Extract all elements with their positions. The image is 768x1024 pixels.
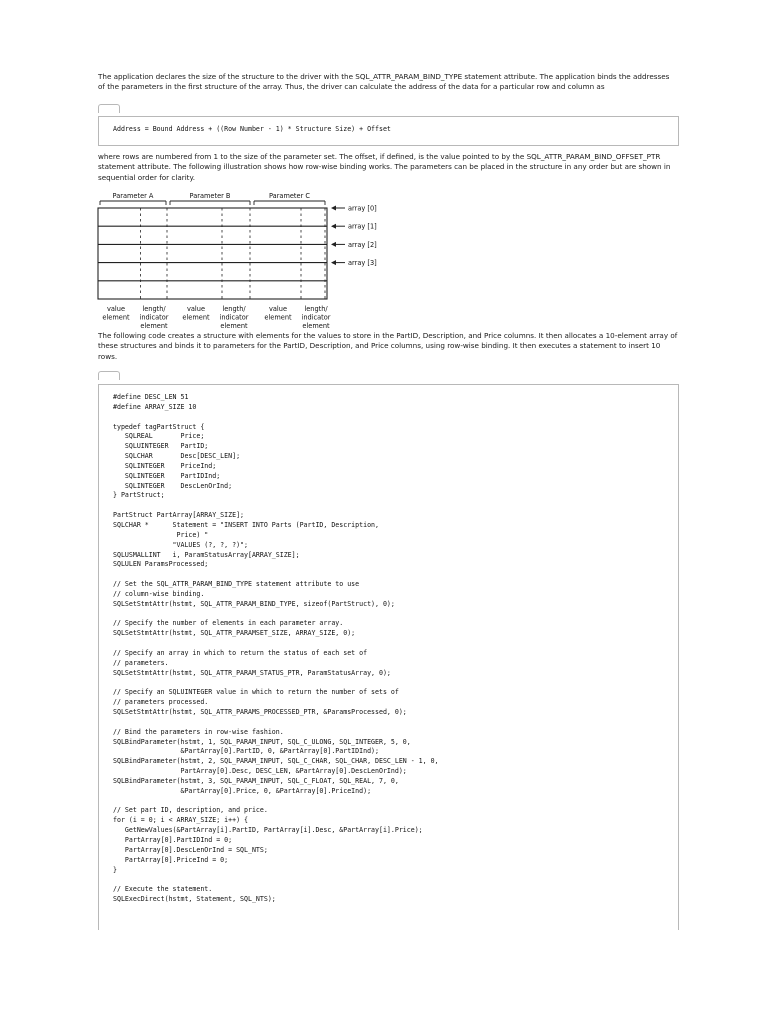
element-caption: indicator [219, 313, 249, 322]
element-caption: element [302, 321, 330, 328]
example-code: #define DESC_LEN 51 #define ARRAY_SIZE 10 typedef tagPartStruct { SQLREAL Price; SQLUINTEGER PartID; SQLCHAR Desc[DESC_LEN]; SQLINTEGER PriceInd; SQLINTEGER PartIDInd; SQLINTEGER DescLenOrInd; } PartStruct; PartStruct PartArray[ARRAY_SIZE]; SQLCHAR * Statement = "INSERT INTO Parts (PartID, Description, Price) " "VALUES (?, ?, ?)"; SQLUSMALLINT i, ParamStatusArray[ARRAY_SIZE]; SQLULEN ParamsProcessed; // Set the SQL_ATTR_PARAM_BIND_TYPE statement attribute to use // column-wise binding. SQLSetStmtAttr(hstmt, SQL_ATTR_PARAM_BIND_TYPE, sizeof(PartStruct), 0); // Specify the number of elements in each parameter array. SQLSetStmtAttr(hstmt, SQL_ATTR_PARAMSET_SIZE, ARRAY_SIZE, 0); // Specify an array in which to return the status of each set of // parameters. SQLSetStmtAttr(hstmt, SQL_ATTR_PARAM_STATUS_PTR, ParamStatusArray, 0); // Specify an SQLUINTEGER value in which to return the number of sets of // parameters processed. SQLSetStmtAttr(hstmt, SQL_ATTR_PARAMS_PROCESSED_PTR, &ParamsProcessed, 0); // Bind the parameters in row-wise fashion. SQLBindParameter(hstmt, 1, SQL_PARAM_INPUT, SQL_C_ULONG, SQL_INTEGER, 5, 0, &PartArray[0].PartID, 0, &PartArray[0].PartIDInd); SQLBindParameter(hstmt, 2, SQL_PARAM_INPUT, SQL_C_CHAR, SQL_CHAR, DESC_LEN - 1, 0, PartArray[0].Desc, DESC_LEN, &PartArray[0].DescLenOrInd); SQLBindParameter(hstmt, 3, SQL_PARAM_INPUT, SQL_C_FLOAT, SQL_REAL, 7, 0, &PartArray[0].Price, 0, &PartArray[0].PriceInd); // Set part ID, description, and price. for (i = 0; i < ARRAY_SIZE; i++) { GetNewValues(&PartArray[i].PartID, PartArray[i].Desc, &PartArray[i].Price); PartArray[0].PartIDInd = 0; PartArray[0].DescLenOrInd = SQL_NTS; PartArray[0].PriceInd = 0; } // Execute the statement. SQLExecDirect(hstmt, Statement, SQL_NTS); [113, 393, 439, 904]
parameter-header: Parameter B [189, 192, 231, 200]
row-label: array [1] [348, 222, 377, 231]
row-label: array [2] [348, 240, 377, 249]
element-caption: length/ [304, 305, 328, 313]
element-caption: value [106, 305, 126, 313]
parameter-header: Parameter A [112, 192, 154, 200]
element-caption: indicator [301, 313, 331, 322]
arrowhead-icon [331, 206, 336, 211]
element-caption: element [102, 313, 130, 322]
element-caption: value [186, 305, 206, 313]
element-caption: element [264, 313, 292, 322]
code-tab-icon [98, 104, 120, 113]
arrowhead-icon [331, 260, 336, 265]
explanation-paragraph: where rows are numbered from 1 to the size of the parameter set. The offset, if defined, is the value pointed to by the SQL_ATTR_PARAM_BIND_OFFSET_PTR statement attribute. The following illustration shows how row-wise binding works. The parameters can be placed in the structure in any order but are shown in sequential order for clarity. [98, 152, 671, 182]
element-caption: element [140, 321, 168, 328]
row-label: array [0] [348, 204, 377, 213]
code-tab-icon [98, 371, 120, 380]
arrowhead-icon [331, 224, 336, 229]
parameter-header: Parameter C [268, 192, 311, 200]
arrowhead-icon [331, 242, 336, 247]
intro-paragraph: The application declares the size of the structure to the driver with the SQL_ATTR_PARAM_BIND_TYPE statement attribute. The application binds the addresses of the parameters in the first structure of the array. Thus, the driver can calculate the address of the data for a particular row and column as [98, 72, 670, 92]
structure-array-box [98, 208, 327, 299]
formula-code-block [98, 116, 679, 146]
element-caption: length/ [222, 305, 246, 313]
row-wise-binding-diagram [96, 188, 396, 328]
element-caption: element [182, 313, 210, 322]
example-code-block [98, 384, 679, 930]
formula-code: Address = Bound Address + ((Row Number - 1) * Structure Size) + Offset [113, 125, 391, 133]
element-caption: indicator [139, 313, 169, 322]
element-caption: element [220, 321, 248, 328]
element-caption: value [268, 305, 288, 313]
example-paragraph: The following code creates a structure with elements for the values to store in the PartID, Description, and Price columns. It then allocates a 10-element array of these structures and binds it to parameters for the PartID, Description, and Price columns, using row-wise binding. It then executes a statement to insert 10 rows. [98, 331, 678, 361]
element-caption: length/ [142, 305, 166, 313]
row-label: array [3] [348, 259, 377, 268]
